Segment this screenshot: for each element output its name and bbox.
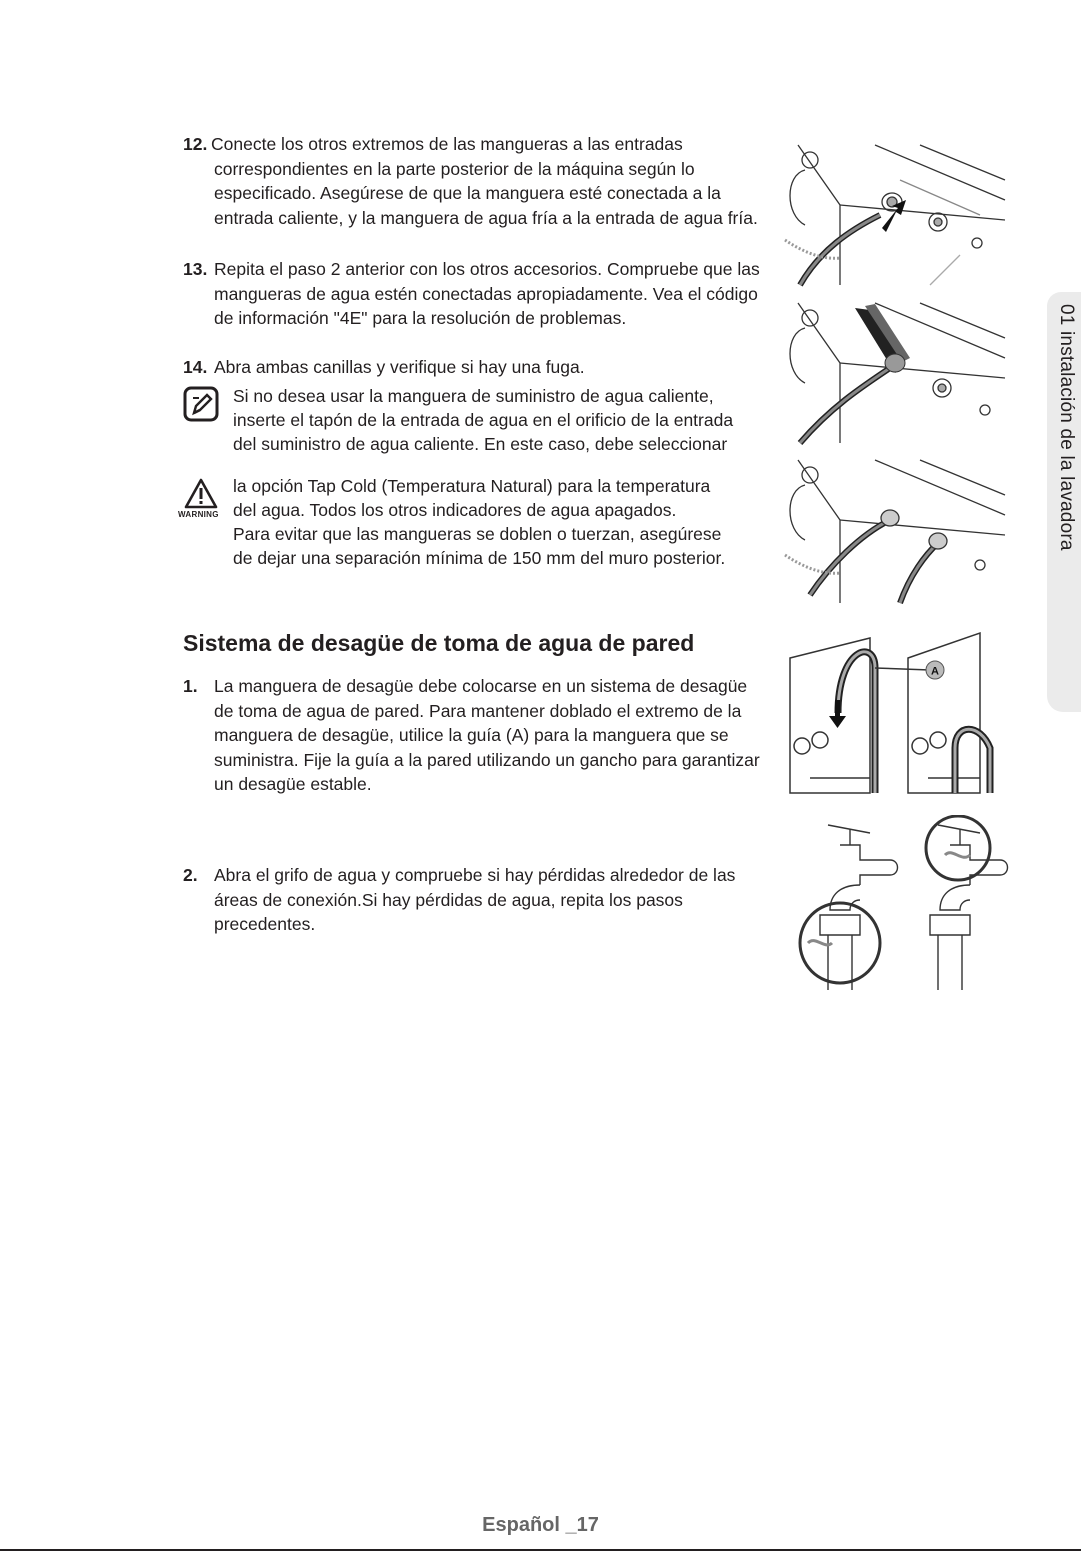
step-14	[183, 355, 783, 380]
note-line: del suministro de agua caliente. En este caso, debe seleccionar	[233, 434, 728, 454]
step-number: 1.	[183, 676, 198, 696]
warning-line: de dejar una separación mínima de 150 mm del muro posterior.	[233, 548, 726, 568]
step-number: 12.	[183, 134, 208, 154]
step-13	[183, 257, 773, 331]
step-number: 2.	[183, 865, 198, 885]
chapter-side-tab	[1047, 292, 1081, 712]
step-text: La manguera de desagüe debe colocarse en un sistema de desagüe de toma de agua de pared. Para mantener doblado el extremo de la manguera de desagüe, utilice la guía (A) para la manguera que se suministra. Fije la guía a la pared utilizando un gancho para garantizar un desagüe estable.	[214, 676, 760, 794]
note-text	[233, 384, 793, 456]
chapter-side-tab-label: 01 instalación de la lavadora	[1056, 304, 1077, 551]
warning-text	[233, 474, 793, 570]
warning-line: la opción Tap Cold (Temperatura Natural) para la temperatura	[233, 476, 711, 496]
step-text: Abra ambas canillas y verifique si hay una fuga.	[214, 357, 585, 377]
step-text: Conecte los otros extremos de las mangueras a las entradas correspondientes en la parte posterior de la máquina según lo especificado. Asegúrese de que la manguera esté conectada a la entrada caliente, y la manguera de agua fría a la entrada de agua fría.	[211, 134, 758, 228]
drain-hose-guide-illustration	[780, 628, 1000, 798]
step-text: Abra el grifo de agua y compruebe si hay pérdidas alrededor de las áreas de conexión.Si hay pérdidas de agua, repita los pasos precedentes.	[214, 865, 736, 934]
step-text: Repita el paso 2 anterior con los otros accesorios. Compruebe que las mangueras de agua estén conectadas apropiadamente. Vea el código de información "4E" para la resolución de problemas.	[214, 259, 760, 328]
warning-triangle-icon	[184, 478, 218, 509]
hose-connection-illustration-3	[780, 455, 1010, 605]
figure-label-a: A	[931, 665, 939, 678]
page-footer: Español _17	[482, 1514, 599, 1536]
section-title: Sistema de desagüe de toma de agua de pared	[183, 630, 695, 656]
drain-step-2	[183, 863, 768, 937]
step-number: 14.	[183, 357, 208, 377]
note-pencil-icon	[183, 386, 219, 422]
step-number: 13.	[183, 259, 208, 279]
note-line: inserte el tapón de la entrada de agua en el orificio de la entrada	[233, 410, 734, 430]
bottom-rule	[0, 1549, 1081, 1551]
warning-label: WARNING	[178, 510, 219, 519]
hose-connection-illustration-1	[780, 140, 1010, 288]
drain-step-1	[183, 674, 763, 797]
faucet-leak-check-illustration	[780, 815, 1012, 993]
step-12	[183, 132, 778, 230]
note-line: Si no desea usar la manguera de suministro de agua caliente,	[233, 386, 714, 406]
warning-line: del agua. Todos los otros indicadores de agua apagados.	[233, 500, 677, 520]
warning-line: Para evitar que las mangueras se doblen o tuerzan, asegúrese	[233, 524, 722, 544]
hose-connection-illustration-2	[780, 298, 1010, 446]
